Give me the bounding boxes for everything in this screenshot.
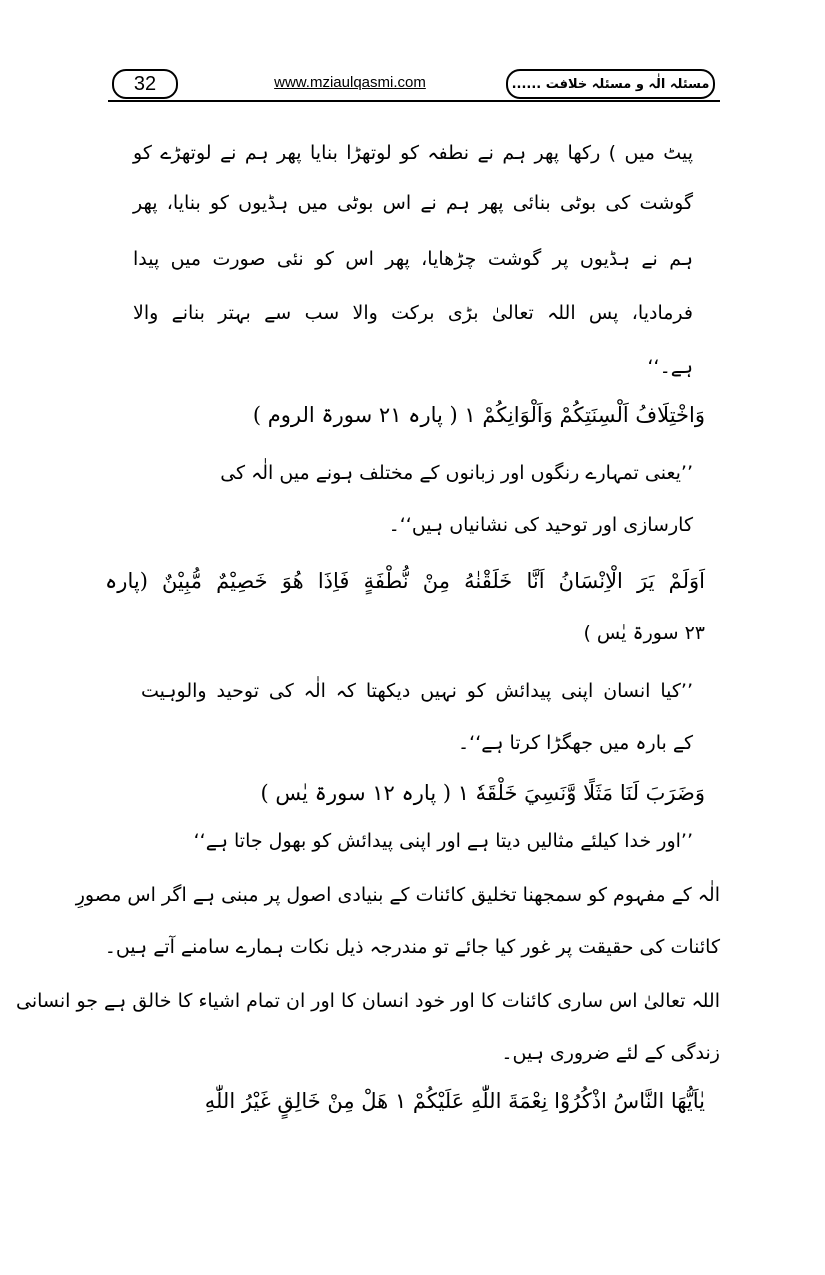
text-line: فرمادیا، پس اللہ تعالیٰ بڑی برکت والا سب سے بہتر بنانے والا: [133, 302, 693, 324]
translation-line: کارسازی اور توحید کی نشانیاں ہیں‘‘۔: [388, 514, 693, 536]
page-header: [0, 0, 825, 110]
quran-verse: وَاخْتِلَافُ اَلْسِنَتِكُمْ وَاَلْوَانِكُمْ ١ ( پارہ ۲۱ سورۃ الروم ): [252, 403, 705, 427]
paragraph-line: الٰہ کے مفہوم کو سمجھنا تخلیق کائنات کے بنیادی اصول پر مبنی ہے اگر اس مصورِ: [75, 884, 720, 906]
paragraph-line: کائنات کی حقیقت پر غور کیا جائے تو مندرجہ ذیل نکات ہمارے سامنے آتے ہیں۔: [104, 936, 720, 958]
paragraph-line: زندگی کے لئے ضروری ہیں۔: [501, 1042, 720, 1064]
quran-reference: ۲۳ سورۃ یٰس ): [583, 622, 705, 644]
header-divider: [108, 100, 720, 102]
translation-line: ’’کیا انسان اپنی پیدائش کو نہیں دیکھتا کہ الٰہ کی توحید والوہیت: [141, 680, 693, 702]
quran-verse: وَضَرَبَ لَنَا مَثَلًا وَّنَسِيَ خَلْقَهٗ ١ ( پارہ ۱۲ سورۃ یٰس ): [260, 781, 705, 805]
translation-line: ’’اور خدا کیلئے مثالیں دیتا ہے اور اپنی پیدائش کو بھول جاتا ہے‘‘: [193, 830, 693, 852]
translation-line: ’’یعنی تمہارے رنگوں اور زبانوں کے مختلف ہونے میں الٰہ کی: [220, 462, 693, 484]
text-line: ہے۔‘‘: [647, 356, 693, 378]
book-title: مسئلہ الٰہ و مسئلہ خلافت ......: [506, 69, 715, 99]
text-line: پیٹ میں ) رکھا پھر ہم نے نطفہ کو لوتھڑا بنایا پھر ہم نے لوتھڑے کو: [133, 142, 693, 164]
page-number: 32: [112, 69, 178, 99]
text-line: گوشت کی بوٹی بنائی پھر ہم نے اس بوٹی میں ہڈیوں کو بنایا، پھر: [133, 192, 693, 214]
quran-verse: يٰاَيُّهَا النَّاسُ اذْكُرُوْا نِعْمَةَ اللّٰهِ عَلَيْكُمْ ١ هَلْ مِنْ خَالِقٍ غَيْرُ اللّٰهِ: [204, 1089, 705, 1113]
translation-line: کے بارہ میں جھگڑا کرتا ہے‘‘۔: [458, 732, 693, 754]
paragraph-line: اللہ تعالیٰ اس ساری کائنات کا اور خود انسان کا اور ان تمام اشیاء کا خالق ہے جو انسانی: [15, 990, 720, 1012]
text-line: ہم نے ہڈیوں پر گوشت چڑھایا، پھر اس کو نئی صورت میں پیدا: [133, 248, 693, 270]
quran-verse: اَوَلَمْ يَرَ الْاِنْسَانُ اَنَّا خَلَقْنٰهُ مِنْ نُّطْفَةٍ فَاِذَا هُوَ خَصِيْمٌ مُّبِيْنٌ (پارہ: [105, 569, 705, 593]
website-link[interactable]: www.mziaulqasmi.com: [274, 74, 426, 91]
